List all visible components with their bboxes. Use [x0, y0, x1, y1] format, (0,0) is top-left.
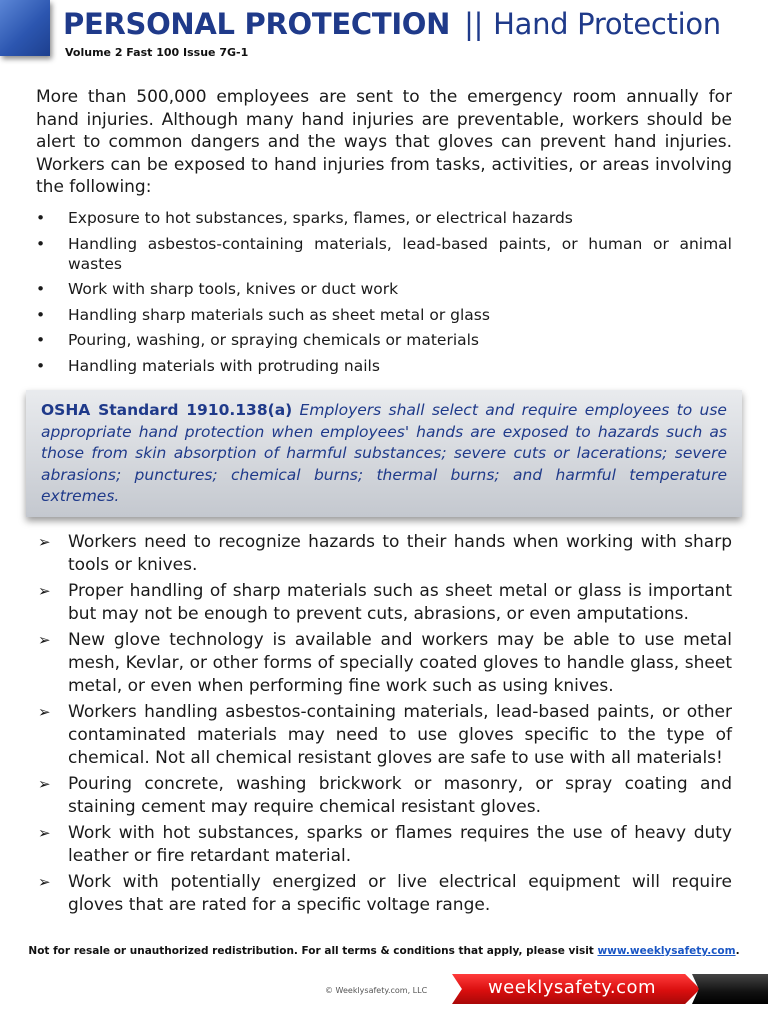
list-item: ➢ Workers need to recognize hazards to their hands when working with sharp tools or knives. — [38, 532, 732, 575]
list-item: ➢ Work with hot substances, sparks or flames requires the use of heavy duty leather or fire retardant material. — [38, 823, 732, 866]
weeklysafety-link[interactable]: www.weeklysafety.com — [597, 945, 736, 957]
list-item: • Handling sharp materials such as sheet metal or glass — [36, 305, 490, 324]
arrow-bullet-icon: ➢ — [38, 533, 51, 551]
hazard-list — [36, 208, 732, 381]
bullet-icon: • — [36, 305, 46, 324]
arrow-bullet-icon: ➢ — [38, 824, 51, 842]
footer-disclaimer: Not for resale or unauthorized redistribution. For all terms & conditions that apply, please visit www.weeklysafety.com. — [28, 945, 740, 957]
arrow-bullet-icon: ➢ — [38, 582, 51, 600]
brand-banner — [452, 974, 692, 1004]
arrow-bullet-icon: ➢ — [38, 873, 51, 891]
list-item: ➢ Proper handling of sharp materials such as sheet metal or glass is important but may not be enough to prevent cuts, abrasions, or even amputations. — [38, 581, 732, 624]
blue-square-icon — [0, 0, 50, 56]
copyright-notice: © Weeklysafety.com, LLC — [325, 986, 428, 995]
intro-paragraph: More than 500,000 employees are sent to the emergency room annually for hand injuries. Although many hand injuries are preventable, workers should be alert to common dangers and the ways that gloves can prevent hand injuries. Workers can be exposed to hand injuries from tasks, activities, or areas involving the following: — [36, 87, 732, 197]
list-item: • Exposure to hot substances, sparks, flames, or electrical hazards — [36, 209, 573, 227]
bullet-icon: • — [36, 356, 46, 375]
issue-line: Volume 2 Fast 100 Issue 7G-1 — [65, 46, 249, 59]
list-item: • Work with sharp tools, knives or duct work — [36, 280, 399, 298]
list-item: ➢ Pouring concrete, washing brickwork or masonry, or spray coating and staining cement may require chemical resistant gloves. — [38, 774, 732, 817]
list-item: • Handling asbestos-containing materials, lead-based paints, or human or animal wastes — [36, 234, 732, 273]
bullet-icon: • — [36, 234, 46, 253]
list-item: • Pouring, washing, or spraying chemicals or materials — [36, 331, 479, 349]
osha-standard-body: Employers shall select and require employees to use appropriate hand protection when employees' hands are exposed to hazards such as those from skin absorption of harmful substances; severe cuts or lacerations; severe abrasions; punctures; chemical burns; thermal burns; and harmful temperature extremes. — [41, 401, 727, 505]
brand-black-banner — [692, 974, 768, 1004]
arrow-bullet-icon: ➢ — [38, 703, 51, 721]
list-item: ➢ New glove technology is available and workers may be able to use metal mesh, Kevlar, or other forms of specially coated gloves to handle glass, sheet metal, or even when performing fine work such as using knives. — [38, 630, 732, 696]
title-subtopic: Hand Protection — [493, 7, 721, 41]
list-item: • Handling materials with protruding nails — [36, 356, 380, 375]
bullet-icon: • — [36, 209, 46, 227]
arrow-bullet-icon: ➢ — [38, 631, 51, 649]
bullet-icon: • — [36, 331, 46, 349]
page-title — [63, 7, 721, 41]
title-main: PERSONAL PROTECTION — [63, 7, 451, 41]
list-item: ➢ Workers handling asbestos-containing materials, lead-based paints, or other contaminated materials may need to use gloves specific to the type of chemical. Not all chemical resistant gloves are safe to use with all materials! — [38, 702, 732, 768]
title-separator: || — [464, 7, 484, 41]
guidance-list — [36, 531, 732, 920]
bullet-icon: • — [36, 280, 46, 298]
brand-logo-text: weeklysafety.com — [487, 977, 657, 998]
osha-standard-text — [41, 400, 727, 508]
arrow-bullet-icon: ➢ — [38, 775, 51, 793]
osha-standard-callout — [26, 390, 742, 517]
osha-standard-label: OSHA Standard 1910.138(a) — [41, 401, 293, 419]
list-item: ➢ Work with potentially energized or live electrical equipment will require gloves that are rated for a specific voltage range. — [38, 872, 732, 915]
